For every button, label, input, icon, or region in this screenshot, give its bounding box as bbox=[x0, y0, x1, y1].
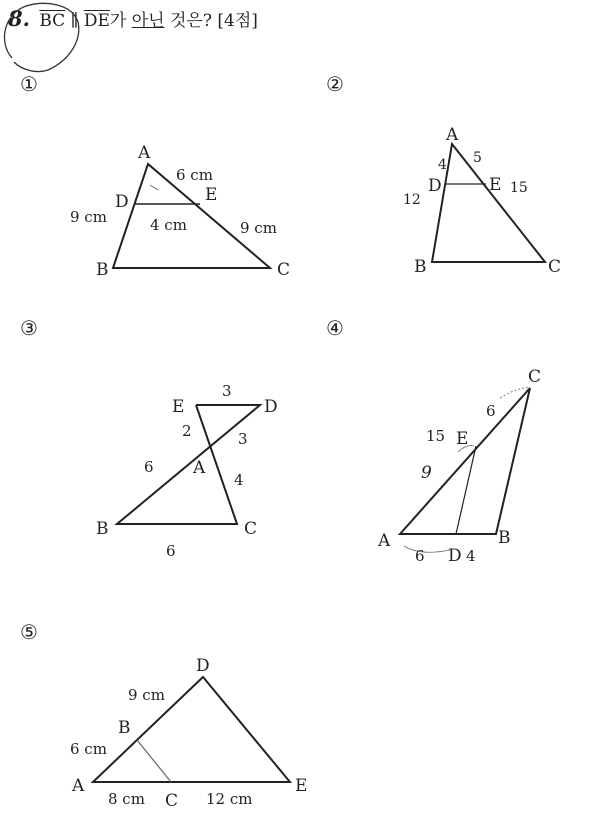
segment-de: $\overline{DE}$ bbox=[83, 11, 110, 31]
choice-5-marker[interactable]: ⑤ bbox=[20, 620, 38, 644]
fig1-len-ad: 9 cm bbox=[70, 208, 107, 226]
fig3-label-d: D bbox=[264, 397, 278, 417]
fig5-len-ac: 8 cm bbox=[108, 790, 145, 808]
fig5-segment-bc bbox=[137, 740, 171, 782]
fig5-len-ab: 6 cm bbox=[70, 740, 107, 758]
fig5-label-a: A bbox=[72, 776, 85, 796]
emphasis-text: 아닌 bbox=[131, 11, 165, 31]
fig3-label-b: B bbox=[96, 519, 109, 539]
fig5-label-d: D bbox=[196, 656, 210, 676]
fig4-label-c: C bbox=[528, 367, 542, 387]
fig2-len-ad: 4 bbox=[438, 157, 447, 173]
fig4-label-e: E bbox=[456, 429, 469, 449]
fig2-label-d: D bbox=[428, 176, 442, 196]
fig2-len-db: 12 bbox=[403, 192, 421, 208]
figure-2 bbox=[403, 125, 561, 277]
fig5-len-ce: 12 cm bbox=[206, 790, 253, 808]
fig2-label-c: C bbox=[548, 257, 562, 277]
fig1-label-d: D bbox=[115, 192, 129, 212]
figure-5 bbox=[70, 656, 307, 811]
fig5-len-bd: 9 cm bbox=[128, 686, 165, 704]
choice-1-marker[interactable]: ① bbox=[20, 72, 38, 96]
fig4-len-ad: 6 bbox=[415, 547, 425, 565]
fig1-angle-mark bbox=[150, 185, 158, 190]
fig1-len-de: 4 cm bbox=[150, 216, 187, 234]
fig4-triangle bbox=[400, 388, 530, 534]
choice-2-marker[interactable]: ② bbox=[326, 72, 344, 96]
fig4-len-ec: 6 bbox=[486, 402, 496, 420]
fig1-label-a: A bbox=[138, 143, 151, 163]
fig4-label-b: B bbox=[498, 528, 511, 548]
fig1-label-e: E bbox=[205, 185, 218, 205]
fig4-arc-ad bbox=[404, 546, 450, 552]
fig4-len-ae-mark: 9 bbox=[421, 463, 432, 483]
fig3-label-e: E bbox=[172, 397, 185, 417]
fig5-label-c: C bbox=[165, 791, 179, 811]
figure-4 bbox=[377, 367, 541, 566]
fig3-label-a: A bbox=[193, 458, 206, 478]
question-number: 8. bbox=[8, 6, 30, 31]
fig3-len-ac: 4 bbox=[234, 471, 244, 489]
fig2-label-e: E bbox=[489, 175, 502, 195]
fig3-len-ab: 6 bbox=[144, 458, 154, 476]
question-text: 것은? bbox=[170, 11, 212, 31]
fig3-label-c: C bbox=[244, 519, 258, 539]
fig3-len-ed: 3 bbox=[222, 382, 232, 400]
fig3-len-ea: 2 bbox=[182, 422, 192, 440]
fig4-len-ae-top: 15 bbox=[426, 427, 446, 445]
fig1-label-b: B bbox=[96, 260, 109, 280]
points-label: [4점] bbox=[217, 11, 258, 31]
figure-3 bbox=[96, 382, 278, 560]
fig1-len-ec: 9 cm bbox=[240, 219, 277, 237]
parallel-symbol: ∥ bbox=[70, 11, 79, 31]
segment-bc: $\overline{BC}$ bbox=[39, 11, 66, 31]
fig1-len-ae: 6 cm bbox=[176, 166, 213, 184]
fig3-len-da: 3 bbox=[238, 430, 248, 448]
choice-3-marker[interactable]: ③ bbox=[20, 316, 38, 340]
fig4-label-d: D bbox=[448, 546, 462, 566]
figure-1 bbox=[70, 143, 290, 280]
particle-text: 가 bbox=[109, 11, 127, 31]
fig5-label-b: B bbox=[118, 718, 131, 738]
fig2-triangle bbox=[432, 144, 545, 262]
fig2-len-ae: 5 bbox=[473, 150, 482, 166]
fig4-len-db: 4 bbox=[466, 547, 476, 565]
fig4-label-a: A bbox=[378, 531, 391, 551]
choice-4-marker[interactable]: ④ bbox=[326, 316, 344, 340]
fig2-label-b: B bbox=[414, 257, 427, 277]
fig2-len-ec: 15 bbox=[510, 180, 528, 196]
fig5-label-e: E bbox=[295, 776, 308, 796]
fig2-label-a: A bbox=[446, 125, 459, 145]
fig3-len-bc: 6 bbox=[166, 542, 176, 560]
fig1-label-c: C bbox=[277, 260, 291, 280]
